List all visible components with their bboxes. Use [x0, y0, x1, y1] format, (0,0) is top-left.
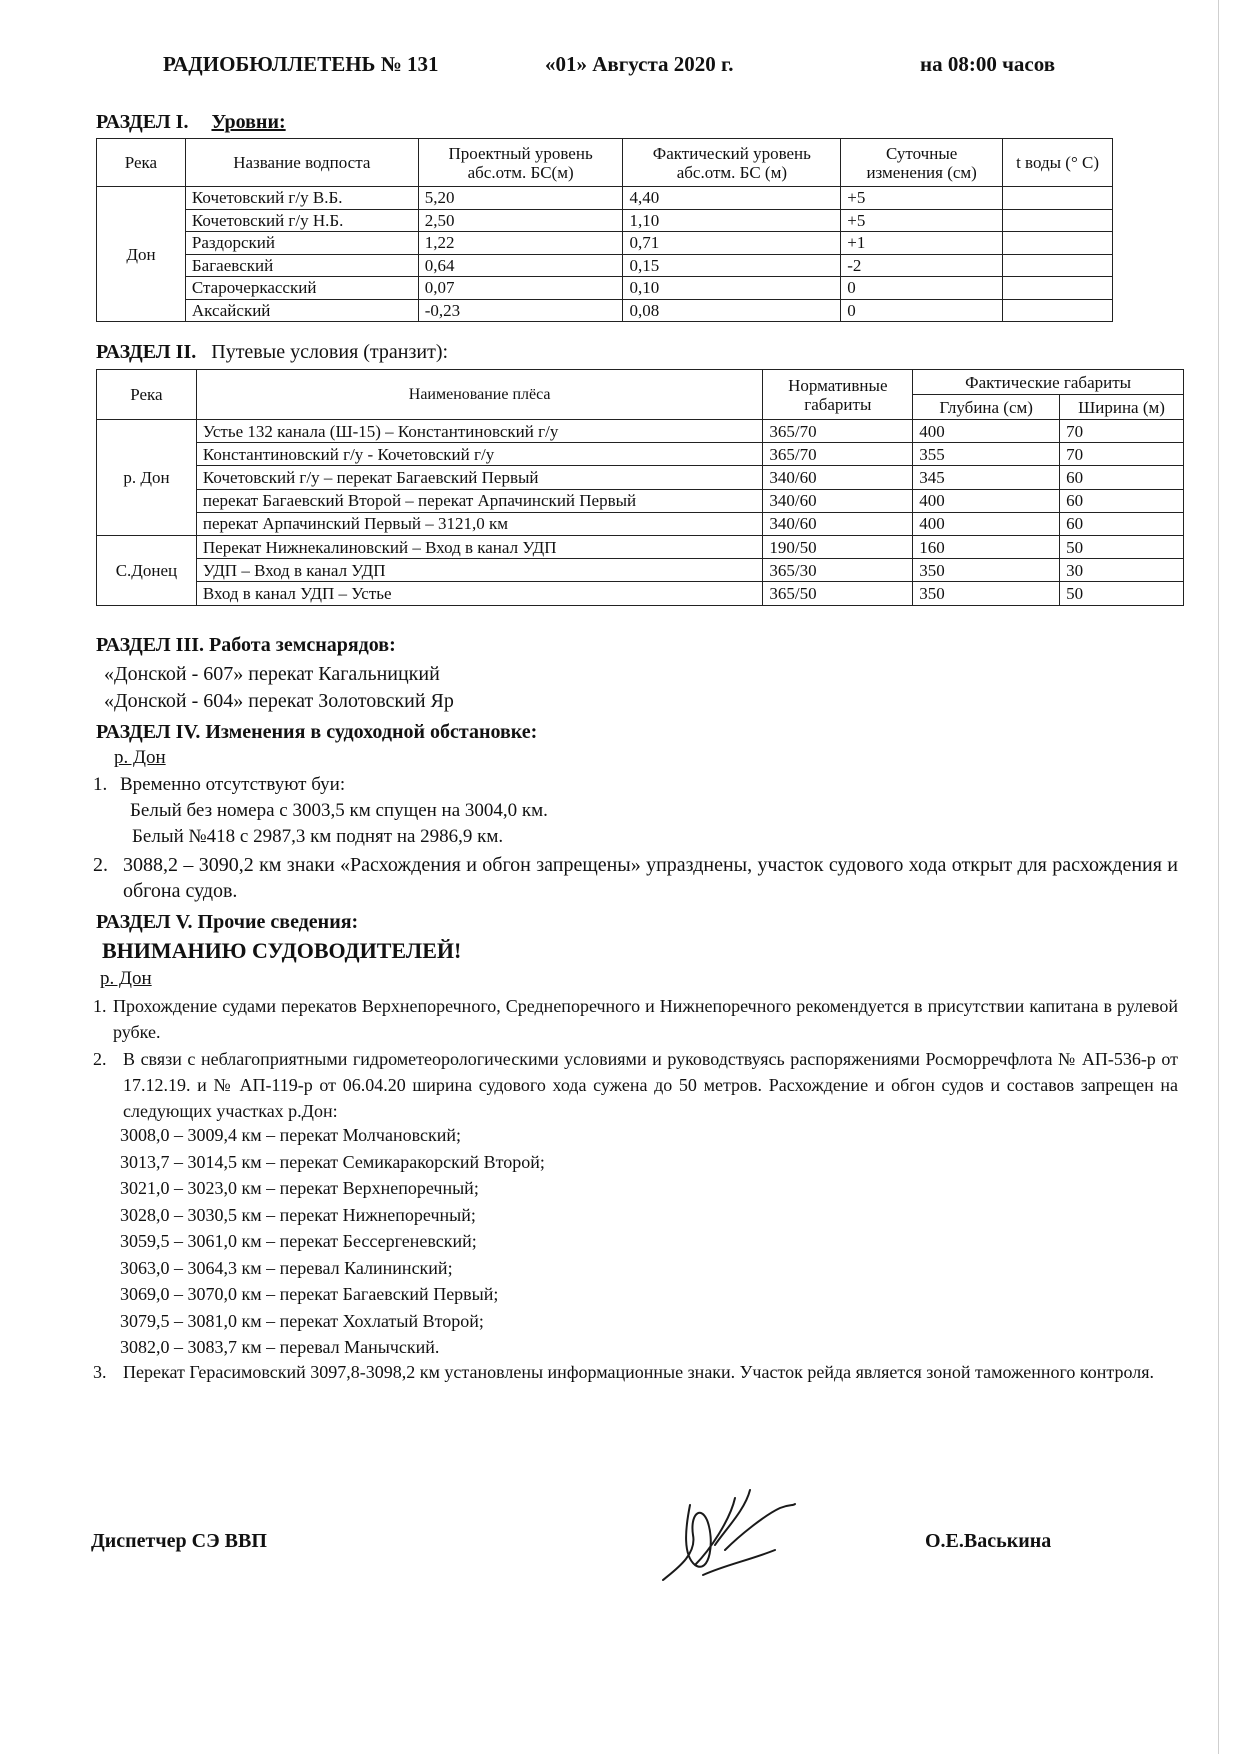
levels-col-river: Река	[97, 139, 186, 187]
levels-col-temp: t воды (° C)	[1003, 139, 1113, 187]
levels-post-cell: Кочетовский г/у Н.Б.	[185, 209, 418, 232]
route-depth-cell: 350	[913, 559, 1060, 582]
section5-item2	[93, 1046, 1183, 1126]
restricted-section-item: 3082,0 – 3083,7 км – перевал Манычский.	[120, 1337, 440, 1357]
route-norm-cell: 365/70	[763, 420, 913, 443]
levels-temp-cell	[1003, 277, 1113, 300]
levels-col-design: Проектный уровень абс.отм. БС(м)	[418, 139, 623, 187]
section5-item1-num: 1.	[93, 996, 107, 1016]
levels-post-cell: Старочеркасский	[185, 277, 418, 300]
levels-actual-cell: 0,10	[623, 277, 841, 300]
route-depth-cell: 345	[913, 466, 1060, 489]
route-reach-cell: Вход в канал УДП – Устье	[196, 582, 763, 605]
levels-actual-cell: 0,08	[623, 299, 841, 322]
levels-change-cell: -2	[841, 254, 1003, 277]
levels-post-cell: Кочетовский г/у В.Б.	[185, 187, 418, 210]
route-depth-cell: 400	[913, 420, 1060, 443]
restricted-section-item: 3021,0 – 3023,0 км – перекат Верхнепоречный;	[120, 1178, 479, 1198]
section4-river: р. Дон	[114, 747, 166, 768]
section5-item3-num: 3.	[93, 1362, 107, 1382]
levels-actual-cell: 0,15	[623, 254, 841, 277]
route-depth-cell: 160	[913, 535, 1060, 558]
section5-title: РАЗДЕЛ V. Прочие сведения:	[96, 911, 359, 933]
attention-heading: ВНИМАНИЮ СУДОВОДИТЕЛЕЙ!	[102, 938, 462, 963]
section2-title: РАЗДЕЛ II.	[96, 341, 197, 363]
section4-item1	[93, 772, 345, 798]
route-reach-cell: Устье 132 канала (Ш-15) – Константиновский г/у	[196, 420, 763, 443]
section5-item2-text: В связи с неблагоприятными гидрометеорологическими условиями и руководствуясь распоряжениями Росморречфлота № АП-536-р от 17.12.19. и № АП-119-р от 06.04.20 ширина судового хода сужена до 50 метров. Расхождение и обгон судов и составов запрещен на следующих участках р.Дон:	[123, 1049, 1178, 1121]
levels-row	[97, 209, 1113, 232]
levels-temp-cell	[1003, 209, 1113, 232]
section5-item1-text: Прохождение судами перекатов Верхнепоречного, Среднепоречного и Нижнепоречного рекомендуется в присутствии капитана в рулевой рубке.	[113, 996, 1178, 1042]
levels-design-cell: 2,50	[418, 209, 623, 232]
levels-design-cell: 5,20	[418, 187, 623, 210]
levels-actual-cell: 4,40	[623, 187, 841, 210]
levels-temp-cell	[1003, 299, 1113, 322]
levels-col-actual: Фактический уровень абс.отм. БС (м)	[623, 139, 841, 187]
route-header-row-1	[97, 370, 1184, 395]
levels-temp-cell	[1003, 232, 1113, 255]
route-norm-cell: 365/70	[763, 443, 913, 466]
scan-edge-line	[1218, 0, 1219, 1754]
section2-heading	[96, 341, 448, 364]
route-river-cell: р. Дон	[97, 420, 197, 536]
levels-river-cell: Дон	[97, 187, 186, 322]
section4-item2-num: 2.	[93, 854, 108, 876]
signature-image	[655, 1480, 800, 1595]
route-row	[97, 582, 1184, 605]
levels-design-cell: 0,64	[418, 254, 623, 277]
section5-item2-num: 2.	[93, 1049, 107, 1069]
route-row	[97, 443, 1184, 466]
restricted-section-item: 3059,5 – 3061,0 км – перекат Бессергеневский;	[120, 1231, 477, 1251]
levels-col-post: Название водпоста	[185, 139, 418, 187]
levels-row	[97, 299, 1113, 322]
route-reach-cell: перекат Багаевский Второй – перекат Арпачинский Первый	[196, 489, 763, 512]
levels-temp-cell	[1003, 187, 1113, 210]
levels-change-cell: 0	[841, 299, 1003, 322]
route-row	[97, 420, 1184, 443]
levels-post-cell: Багаевский	[185, 254, 418, 277]
route-depth-cell: 355	[913, 443, 1060, 466]
bulletin-date: «01» Августа 2020 г.	[545, 52, 734, 76]
route-row	[97, 512, 1184, 535]
levels-design-cell: 1,22	[418, 232, 623, 255]
levels-row	[97, 232, 1113, 255]
route-row	[97, 466, 1184, 489]
route-col-river: Река	[97, 370, 197, 420]
route-width-cell: 70	[1060, 420, 1184, 443]
section4-buoy-1: Белый без номера с 3003,5 км спущен на 3004,0 км.	[130, 800, 548, 821]
route-col-depth: Глубина (см)	[913, 395, 1060, 420]
bulletin-title: РАДИОБЮЛЛЕТЕНЬ № 131	[163, 52, 439, 76]
dredger-item: «Донской - 604» перекат Золотовский Яр	[104, 690, 454, 712]
levels-change-cell: 0	[841, 277, 1003, 300]
route-col-actual: Фактические габариты	[913, 370, 1184, 395]
route-norm-cell: 190/50	[763, 535, 913, 558]
levels-actual-cell: 1,10	[623, 209, 841, 232]
restricted-section-item: 3079,5 – 3081,0 км – перекат Хохлатый Второй;	[120, 1310, 484, 1331]
restricted-section-item: 3069,0 – 3070,0 км – перекат Багаевский Первый;	[120, 1284, 499, 1304]
section1-title: РАЗДЕЛ I.	[96, 111, 189, 133]
route-reach-cell: УДП – Вход в канал УДП	[196, 559, 763, 582]
route-col-width: Ширина (м)	[1060, 395, 1184, 420]
restricted-section-item: 3028,0 – 3030,5 км – перекат Нижнепоречный;	[120, 1204, 476, 1225]
dispatcher-position: Диспетчер СЭ ВВП	[91, 1530, 267, 1552]
route-width-cell: 70	[1060, 443, 1184, 466]
route-row	[97, 559, 1184, 582]
route-col-norm: Нормативные габариты	[763, 370, 913, 420]
route-row	[97, 489, 1184, 512]
route-norm-cell: 340/60	[763, 489, 913, 512]
section5-item1	[93, 993, 1183, 1047]
levels-change-cell: +5	[841, 187, 1003, 210]
levels-temp-cell	[1003, 254, 1113, 277]
section2-subtitle: Путевые условия (транзит):	[211, 341, 449, 363]
route-norm-cell: 365/30	[763, 559, 913, 582]
levels-change-cell: +1	[841, 232, 1003, 255]
restricted-section-item: 3063,0 – 3064,3 км – перевал Калининский;	[120, 1257, 453, 1278]
restricted-sections-list	[120, 1122, 545, 1361]
section1-subtitle: Уровни:	[211, 111, 286, 133]
route-width-cell: 50	[1060, 582, 1184, 605]
levels-post-cell: Аксайский	[185, 299, 418, 322]
route-depth-cell: 400	[913, 512, 1060, 535]
route-norm-cell: 365/50	[763, 582, 913, 605]
levels-design-cell: 0,07	[418, 277, 623, 300]
section4-title: РАЗДЕЛ IV. Изменения в судоходной обстановке:	[96, 721, 538, 743]
route-reach-cell: Кочетовский г/у – перекат Багаевский Первый	[196, 466, 763, 489]
section4-item1-text: Временно отсутствуют буи:	[120, 774, 346, 795]
route-row	[97, 535, 1184, 558]
route-col-reach: Наименование плёса	[196, 370, 763, 420]
route-reach-cell: Константиновский г/у - Кочетовский г/у	[196, 443, 763, 466]
levels-row	[97, 277, 1113, 300]
levels-row	[97, 254, 1113, 277]
restricted-section-item: 3013,7 – 3014,5 км – перекат Семикаракорский Второй;	[120, 1151, 545, 1172]
route-norm-cell: 340/60	[763, 466, 913, 489]
restricted-section-item: 3008,0 – 3009,4 км – перекат Молчановский;	[120, 1125, 461, 1145]
levels-change-cell: +5	[841, 209, 1003, 232]
route-width-cell: 60	[1060, 512, 1184, 535]
bulletin-time: на 08:00 часов	[920, 52, 1056, 76]
levels-header-row	[97, 139, 1113, 187]
route-depth-cell: 350	[913, 582, 1060, 605]
levels-actual-cell: 0,71	[623, 232, 841, 255]
levels-row	[97, 187, 1113, 210]
dispatcher-name: О.Е.Васькина	[925, 1530, 1052, 1552]
route-table	[96, 369, 1184, 606]
route-reach-cell: Перекат Нижнекалиновский – Вход в канал УДП	[196, 535, 763, 558]
section5-item3	[93, 1359, 1183, 1413]
route-width-cell: 50	[1060, 535, 1184, 558]
section4-buoy-2: Белый №418 с 2987,3 км поднят на 2986,9 км.	[132, 826, 504, 847]
route-width-cell: 60	[1060, 466, 1184, 489]
route-width-cell: 60	[1060, 489, 1184, 512]
levels-post-cell: Раздорский	[185, 232, 418, 255]
section5-item3-text: Перекат Герасимовский 3097,8-3098,2 км установлены информационные знаки. Участок рейда является зоной таможенного контроля.	[123, 1362, 1155, 1382]
dredger-item: «Донской - 607» перекат Кагальницкий	[104, 663, 440, 685]
route-river-cell: С.Донец	[97, 535, 197, 605]
levels-table	[96, 138, 1113, 322]
route-reach-cell: перекат Арпачинский Первый – 3121,0 км	[196, 512, 763, 535]
route-width-cell: 30	[1060, 559, 1184, 582]
route-norm-cell: 340/60	[763, 512, 913, 535]
route-depth-cell: 400	[913, 489, 1060, 512]
section4-item1-num: 1.	[93, 774, 108, 795]
section4-item2-text: 3088,2 – 3090,2 км знаки «Расхождения и обгон запрещены» упразднены, участок судового хода открыт для расхождения и обгона судов.	[123, 854, 1178, 902]
levels-col-change: Суточные изменения (см)	[841, 139, 1003, 187]
section4-item2	[93, 852, 1183, 906]
levels-design-cell: -0,23	[418, 299, 623, 322]
section1-heading	[96, 111, 286, 134]
section3-title: РАЗДЕЛ III. Работа земснарядов:	[96, 634, 396, 656]
section5-river: р. Дон	[100, 968, 152, 989]
